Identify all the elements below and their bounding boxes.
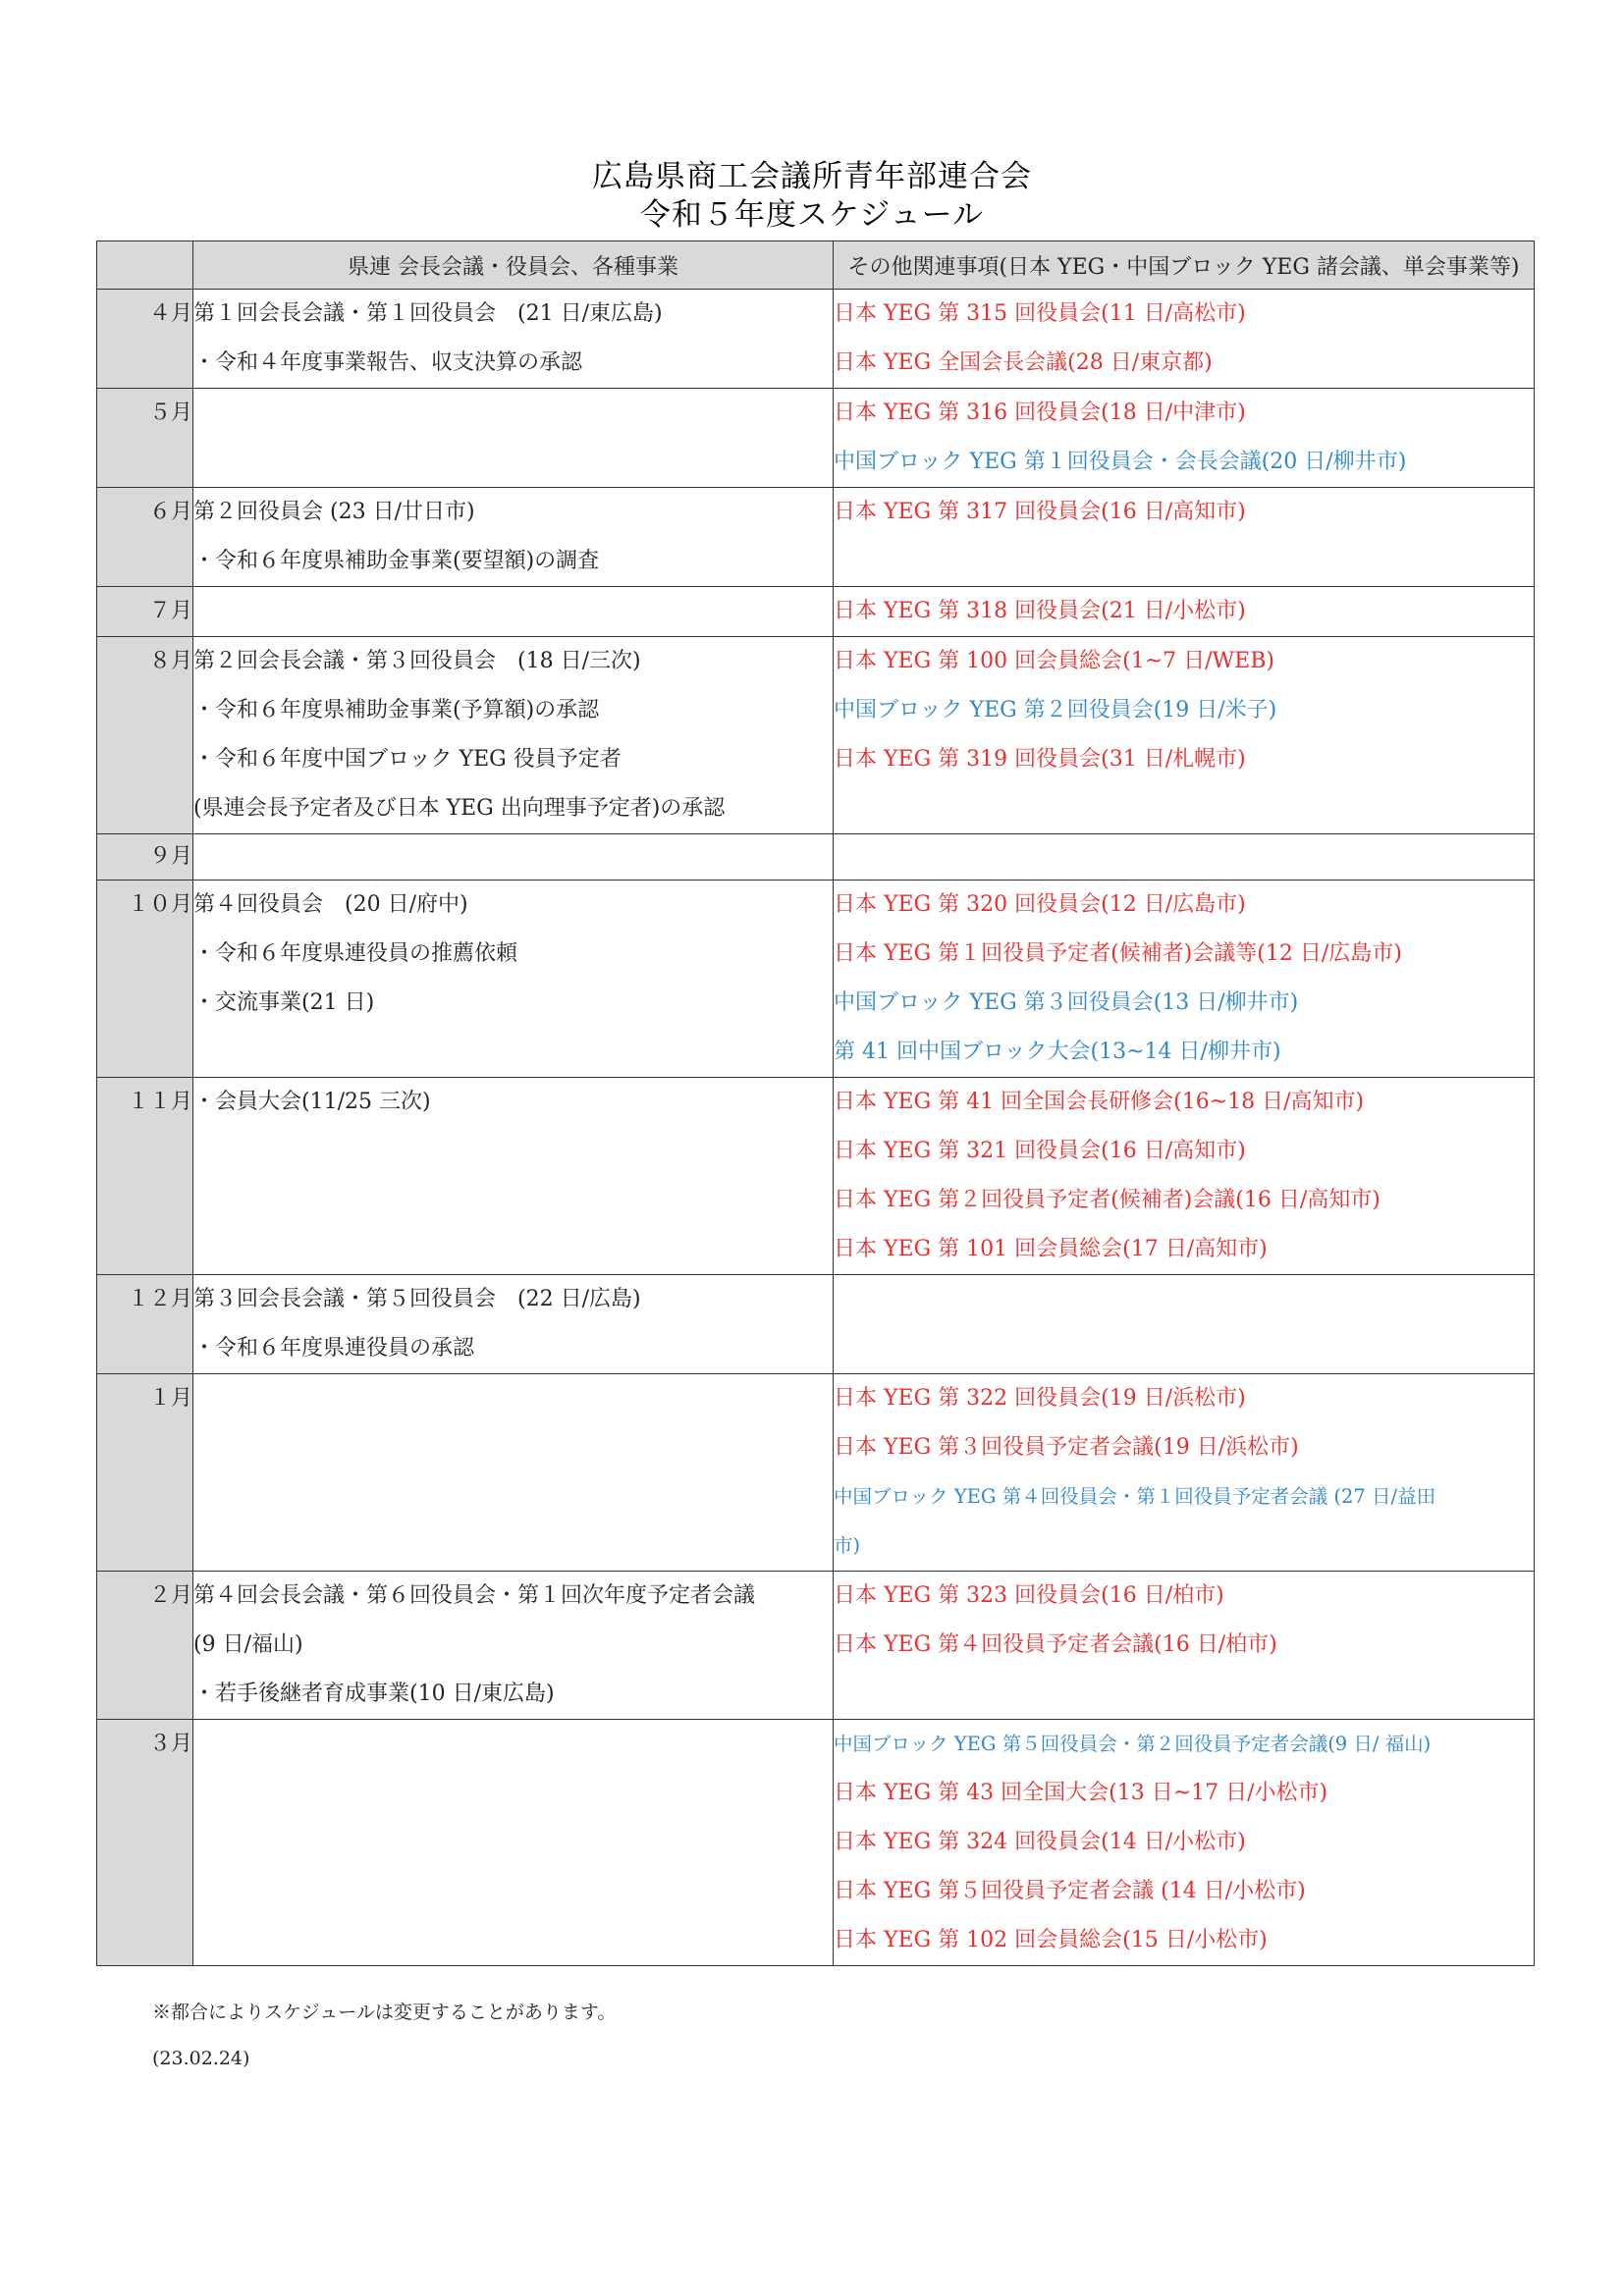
table-header-row <box>97 241 1535 290</box>
table-row <box>97 637 1535 834</box>
other-item: 中国ブロック YEG 第１回役員会・会長会議(20 日/柳井市) <box>834 450 1407 474</box>
table-row <box>97 1275 1535 1374</box>
table-row <box>97 389 1535 488</box>
month-cell: ７月 <box>97 587 193 637</box>
other-item: 日本 YEG 第 41 回全国会長研修会(16~18 日/高知市) <box>834 1090 1365 1114</box>
other-cell <box>834 389 1535 488</box>
table-row <box>97 1720 1535 1966</box>
kenren-item: (県連会長予定者及び日本 YEG 出向理事予定者)の承認 <box>193 796 726 821</box>
table-row <box>97 1374 1535 1572</box>
kenren-cell <box>193 1720 834 1966</box>
other-item: 日本 YEG 第４回役員予定者会議(16 日/柏市) <box>834 1632 1277 1657</box>
table-row <box>97 587 1535 637</box>
month-cell: ４月 <box>97 290 193 389</box>
other-cell <box>834 1374 1535 1572</box>
other-item: 第 41 回中国ブロック大会(13~14 日/柳井市) <box>834 1040 1281 1064</box>
document-title: 広島県商工会議所青年部連合会 <box>592 159 1032 194</box>
schedule-table <box>96 240 1535 1966</box>
header-other: その他関連事項(日本 YEG・中国ブロック YEG 諸会議、単会事業等) <box>834 241 1535 290</box>
other-item: 日本 YEG 第 100 回会員総会(1~7 日/WEB) <box>834 649 1274 673</box>
kenren-item: 第２回会長会議・第３回役員会 (18 日/三次) <box>193 649 641 673</box>
schedule-body <box>97 290 1535 1966</box>
kenren-item: ・令和６年度県補助金事業(予算額)の承認 <box>193 698 600 722</box>
kenren-cell <box>193 881 834 1078</box>
other-item: 日本 YEG 第 319 回役員会(31 日/札幌市) <box>834 747 1246 772</box>
other-item: 日本 YEG 第 318 回役員会(21 日/小松市) <box>834 599 1246 623</box>
kenren-cell <box>193 587 834 637</box>
other-item: 日本 YEG 第 317 回役員会(16 日/高知市) <box>834 500 1246 524</box>
change-note: ※都合によりスケジュールは変更することがあります。 <box>152 2002 617 2023</box>
kenren-item: ・令和６年度県補助金事業(要望額)の調査 <box>193 549 600 573</box>
other-item: 日本 YEG 第 322 回役員会(19 日/浜松市) <box>834 1386 1246 1411</box>
other-item: 日本 YEG 第３回役員予定者会議(19 日/浜松市) <box>834 1435 1299 1460</box>
kenren-item: 第４回会長会議・第６回役員会・第１回次年度予定者会議 <box>193 1583 756 1608</box>
month-cell: ３月 <box>97 1720 193 1966</box>
other-item: 中国ブロック YEG 第３回役員会(13 日/柳井市) <box>834 990 1299 1015</box>
other-item: 日本 YEG 第２回役員予定者(候補者)会議(16 日/高知市) <box>834 1188 1380 1212</box>
kenren-cell <box>193 1275 834 1374</box>
table-row <box>97 290 1535 389</box>
other-cell <box>834 1572 1535 1720</box>
other-item: 市) <box>834 1534 861 1557</box>
table-row <box>97 488 1535 587</box>
other-item: 日本 YEG 第１回役員予定者(候補者)会議等(12 日/広島市) <box>834 941 1402 966</box>
month-cell: ６月 <box>97 488 193 587</box>
other-cell <box>834 1275 1535 1374</box>
other-cell <box>834 1720 1535 1966</box>
kenren-cell <box>193 834 834 881</box>
other-cell <box>834 637 1535 834</box>
kenren-item: ・令和６年度県連役員の承認 <box>193 1336 475 1361</box>
other-item: 日本 YEG 第 102 回会員総会(15 日/小松市) <box>834 1928 1268 1952</box>
other-item: 中国ブロック YEG 第５回役員会・第２回役員予定者会議(9 日/ 福山) <box>834 1733 1432 1755</box>
month-cell: ５月 <box>97 389 193 488</box>
month-cell: １２月 <box>97 1275 193 1374</box>
other-cell <box>834 587 1535 637</box>
table-row <box>97 881 1535 1078</box>
other-item: 日本 YEG 第 323 回役員会(16 日/柏市) <box>834 1583 1224 1608</box>
kenren-cell <box>193 1572 834 1720</box>
other-item: 中国ブロック YEG 第２回役員会(19 日/米子) <box>834 698 1277 722</box>
kenren-cell <box>193 290 834 389</box>
kenren-item: ・会員大会(11/25 三次) <box>193 1090 431 1114</box>
kenren-cell <box>193 637 834 834</box>
table-row <box>97 1078 1535 1275</box>
kenren-cell <box>193 389 834 488</box>
other-cell <box>834 834 1535 881</box>
month-cell: １０月 <box>97 881 193 1078</box>
other-cell <box>834 488 1535 587</box>
kenren-item: (9 日/福山) <box>193 1632 303 1657</box>
kenren-item: ・若手後継者育成事業(10 日/東広島) <box>193 1682 555 1706</box>
table-row <box>97 834 1535 881</box>
other-item: 日本 YEG 第 316 回役員会(18 日/中津市) <box>834 400 1246 425</box>
month-cell: １１月 <box>97 1078 193 1275</box>
kenren-item: ・令和６年度県連役員の推薦依頼 <box>193 941 518 966</box>
other-cell <box>834 881 1535 1078</box>
document-subtitle: 令和５年度スケジュール <box>639 197 985 233</box>
other-item: 日本 YEG 第 324 回役員会(14 日/小松市) <box>834 1830 1246 1854</box>
other-item: 日本 YEG 第 315 回役員会(11 日/高松市) <box>834 301 1246 326</box>
kenren-cell <box>193 1374 834 1572</box>
other-item: 日本 YEG 第 43 回全国大会(13 日~17 日/小松市) <box>834 1781 1328 1805</box>
other-item: 日本 YEG 第 320 回役員会(12 日/広島市) <box>834 892 1246 917</box>
other-item: 日本 YEG 第５回役員予定者会議 (14 日/小松市) <box>834 1879 1306 1903</box>
other-item: 日本 YEG 第 321 回役員会(16 日/高知市) <box>834 1139 1246 1163</box>
header-month <box>97 241 193 290</box>
kenren-item: ・令和４年度事業報告、収支決算の承認 <box>193 350 583 375</box>
kenren-item: 第４回役員会 (20 日/府中) <box>193 892 468 917</box>
kenren-item: ・令和６年度中国ブロック YEG 役員予定者 <box>193 747 622 772</box>
table-row <box>97 1572 1535 1720</box>
other-cell <box>834 1078 1535 1275</box>
kenren-item: 第３回会長会議・第５回役員会 (22 日/広島) <box>193 1287 641 1311</box>
month-cell: ８月 <box>97 637 193 834</box>
kenren-cell <box>193 1078 834 1275</box>
kenren-item: ・交流事業(21 日) <box>193 990 375 1015</box>
kenren-item: 第２回役員会 (23 日/廿日市) <box>193 500 475 524</box>
month-cell: ２月 <box>97 1572 193 1720</box>
other-cell <box>834 290 1535 389</box>
kenren-cell <box>193 488 834 587</box>
month-cell: １月 <box>97 1374 193 1572</box>
other-item: 中国ブロック YEG 第４回役員会・第１回役員予定者会議 (27 日/益田 <box>834 1485 1436 1508</box>
month-cell: ９月 <box>97 834 193 881</box>
header-kenren: 県連 会長会議・役員会、各種事業 <box>193 241 834 290</box>
other-item: 日本 YEG 全国会長会議(28 日/東京都) <box>834 350 1213 375</box>
revision-date: (23.02.24) <box>152 2048 250 2069</box>
other-item: 日本 YEG 第 101 回会員総会(17 日/高知市) <box>834 1237 1268 1261</box>
kenren-item: 第１回会長会議・第１回役員会 (21 日/東広島) <box>193 301 663 326</box>
